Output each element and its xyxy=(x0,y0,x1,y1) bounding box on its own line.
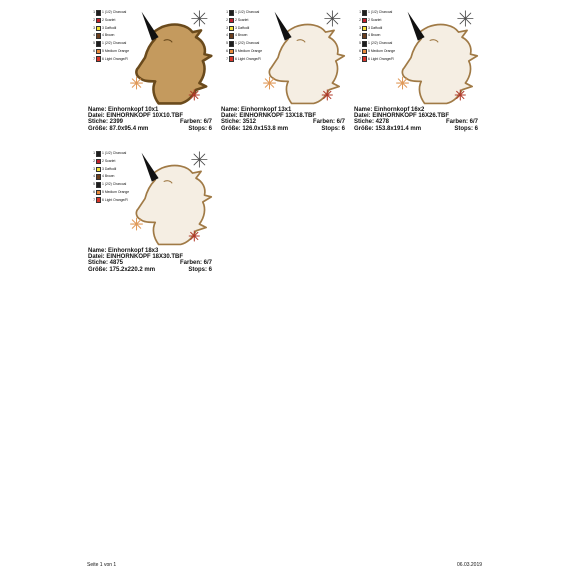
thread-name: 2 Scarlet xyxy=(102,159,116,164)
legend-number: 1 xyxy=(93,10,95,15)
thread-name: 2 Scarlet xyxy=(102,18,116,23)
unicorn-head-design xyxy=(261,10,346,106)
thread-name: 5 Medium Orange xyxy=(102,48,130,53)
color-swatch xyxy=(229,10,234,16)
sparkle-star-icon xyxy=(192,11,207,26)
color-swatch xyxy=(96,26,101,32)
legend-number: 3 xyxy=(226,25,228,30)
thread-name: 5 Medium Orange xyxy=(235,48,263,53)
sparkle-star-icon xyxy=(189,231,199,241)
legend-number: 4 xyxy=(226,33,228,38)
design-info xyxy=(354,107,478,132)
sparkle-star-icon xyxy=(131,218,143,230)
thread-name: 1 (1/2) Charcoal xyxy=(235,10,260,15)
legend-number: 6 xyxy=(93,48,95,53)
design-preview xyxy=(221,7,346,107)
unicorn-head-icon xyxy=(402,25,477,104)
color-count: Farben: 6/7 xyxy=(445,119,478,126)
stitch-count: Stiche: 2399 xyxy=(88,119,124,126)
thread-name: 6 Light Orange/R xyxy=(368,56,394,61)
legend-number: 1 xyxy=(93,151,95,156)
color-swatch xyxy=(96,49,101,55)
stop-count: Stops: 6 xyxy=(454,125,478,132)
stitch-count: Stiche: 3512 xyxy=(221,119,257,126)
design-card-3 xyxy=(354,7,479,137)
print-date: 06.03.2019 xyxy=(457,562,483,568)
design-card-1 xyxy=(88,7,213,137)
design-size: Größe: 126.0x153.8 mm xyxy=(221,125,289,132)
legend-number: 5 xyxy=(93,182,95,187)
color-swatch xyxy=(96,159,101,165)
legend-number: 4 xyxy=(359,33,361,38)
color-swatch xyxy=(362,26,367,32)
unicorn-head-icon xyxy=(136,25,211,104)
design-size: Größe: 153.8x191.4 mm xyxy=(354,125,422,132)
thread-name: 4 Brown xyxy=(235,33,248,38)
color-swatch xyxy=(362,18,367,24)
horn-icon xyxy=(142,12,159,41)
unicorn-head-design xyxy=(394,10,479,106)
design-card-2 xyxy=(221,7,346,137)
design-file: Datei: EINHORNKOPF 18X30.TBF xyxy=(88,254,184,261)
color-swatch xyxy=(229,41,234,47)
design-info xyxy=(221,107,345,132)
color-swatch xyxy=(229,49,234,55)
thread-name: 1 (1/2) Charcoal xyxy=(368,10,393,15)
legend-number: 2 xyxy=(93,159,95,164)
thread-name: 4 Brown xyxy=(368,33,381,38)
thread-name: 3 Daffodil xyxy=(102,25,117,30)
color-swatch xyxy=(229,18,234,24)
stitch-count: Stiche: 4278 xyxy=(354,119,390,126)
color-swatch xyxy=(96,33,101,39)
legend-number: 7 xyxy=(93,56,95,61)
stop-count: Stops: 6 xyxy=(188,266,212,273)
legend-number: 2 xyxy=(359,18,361,23)
color-swatch xyxy=(229,26,234,32)
thread-name: 6 Light Orange/R xyxy=(235,56,261,61)
legend-number: 4 xyxy=(93,33,95,38)
color-count: Farben: 6/7 xyxy=(312,119,345,126)
color-swatch xyxy=(362,56,367,62)
design-file: Datei: EINHORNKOPF 16X26.TBF xyxy=(354,113,450,120)
stop-count: Stops: 6 xyxy=(321,125,345,132)
thread-name: 3 Daffodil xyxy=(235,25,250,30)
design-preview xyxy=(88,7,213,107)
legend-number: 2 xyxy=(226,18,228,23)
legend-number: 3 xyxy=(93,25,95,30)
design-size: Größe: 175.2x220.2 mm xyxy=(88,266,156,273)
legend-number: 1 xyxy=(359,10,361,15)
horn-icon xyxy=(142,153,159,182)
thread-name: 2 Scarlet xyxy=(368,18,382,23)
unicorn-head-icon xyxy=(269,25,344,104)
thread-name: 4 Brown xyxy=(102,33,115,38)
sparkle-star-icon xyxy=(189,90,199,100)
unicorn-head-design xyxy=(128,10,213,106)
legend-number: 6 xyxy=(359,48,361,53)
color-swatch xyxy=(96,56,101,62)
thread-name: 3 Daffodil xyxy=(368,25,383,30)
sparkle-star-icon xyxy=(192,152,207,167)
thread-name: 1 (2/2) Charcoal xyxy=(235,41,260,46)
legend-number: 7 xyxy=(359,56,361,61)
design-info xyxy=(88,107,212,132)
legend-number: 7 xyxy=(226,56,228,61)
legend-number: 6 xyxy=(93,189,95,194)
thread-name: 1 (2/2) Charcoal xyxy=(368,41,393,46)
design-name: Name: Einhornkopf 16x2 xyxy=(354,107,425,113)
legend-number: 5 xyxy=(93,41,95,46)
unicorn-head-design xyxy=(128,151,213,247)
design-name: Name: Einhornkopf 10x1 xyxy=(88,107,159,113)
color-swatch xyxy=(96,190,101,196)
legend-number: 4 xyxy=(93,174,95,179)
design-preview xyxy=(88,148,213,248)
color-swatch xyxy=(96,41,101,47)
color-swatch xyxy=(96,197,101,203)
thread-name: 3 Daffodil xyxy=(102,166,117,171)
color-swatch xyxy=(362,33,367,39)
sparkle-star-icon xyxy=(458,11,473,26)
horn-icon xyxy=(275,12,292,41)
sparkle-star-icon xyxy=(131,77,143,89)
thread-name: 5 Medium Orange xyxy=(102,189,130,194)
legend-number: 3 xyxy=(93,166,95,171)
design-card-4 xyxy=(88,148,213,278)
thread-name: 6 Light Orange/R xyxy=(102,197,128,202)
design-name: Name: Einhornkopf 18x3 xyxy=(88,248,159,254)
thread-name: 2 Scarlet xyxy=(235,18,249,23)
design-size: Größe: 87.0x95.4 mm xyxy=(88,125,149,132)
sparkle-star-icon xyxy=(264,77,276,89)
color-swatch xyxy=(96,182,101,188)
thread-name: 6 Light Orange/R xyxy=(102,56,128,61)
sparkle-star-icon xyxy=(397,77,409,89)
horn-icon xyxy=(408,12,425,41)
legend-number: 5 xyxy=(226,41,228,46)
color-swatch xyxy=(96,174,101,180)
legend-number: 2 xyxy=(93,18,95,23)
color-count: Farben: 6/7 xyxy=(179,119,212,126)
color-swatch xyxy=(229,56,234,62)
thread-name: 4 Brown xyxy=(102,174,115,179)
color-swatch xyxy=(362,10,367,16)
unicorn-head-icon xyxy=(136,166,211,245)
thread-name: 5 Medium Orange xyxy=(368,48,396,53)
color-count: Farben: 6/7 xyxy=(179,260,212,267)
color-swatch xyxy=(96,167,101,173)
design-file: Datei: EINHORNKOPF 13X18.TBF xyxy=(221,113,317,120)
page-number: Seite 1 von 1 xyxy=(87,562,117,568)
color-swatch xyxy=(96,151,101,157)
color-swatch xyxy=(229,33,234,39)
thread-name: 1 (1/2) Charcoal xyxy=(102,151,127,156)
thread-name: 1 (2/2) Charcoal xyxy=(102,182,127,187)
legend-number: 6 xyxy=(226,48,228,53)
sparkle-star-icon xyxy=(455,90,465,100)
design-preview xyxy=(354,7,479,107)
design-name: Name: Einhornkopf 13x1 xyxy=(221,107,292,113)
stop-count: Stops: 6 xyxy=(188,125,212,132)
legend-number: 5 xyxy=(359,41,361,46)
sparkle-star-icon xyxy=(322,90,332,100)
legend-number: 3 xyxy=(359,25,361,30)
thread-name: 1 (1/2) Charcoal xyxy=(102,10,127,15)
legend-number: 1 xyxy=(226,10,228,15)
color-swatch xyxy=(362,49,367,55)
sparkle-star-icon xyxy=(325,11,340,26)
legend-number: 7 xyxy=(93,197,95,202)
color-swatch xyxy=(362,41,367,47)
thread-name: 1 (2/2) Charcoal xyxy=(102,41,127,46)
color-swatch xyxy=(96,10,101,16)
design-info xyxy=(88,248,212,273)
design-file: Datei: EINHORNKOPF 10X10.TBF xyxy=(88,113,184,120)
stitch-count: Stiche: 4875 xyxy=(88,260,124,267)
color-swatch xyxy=(96,18,101,24)
